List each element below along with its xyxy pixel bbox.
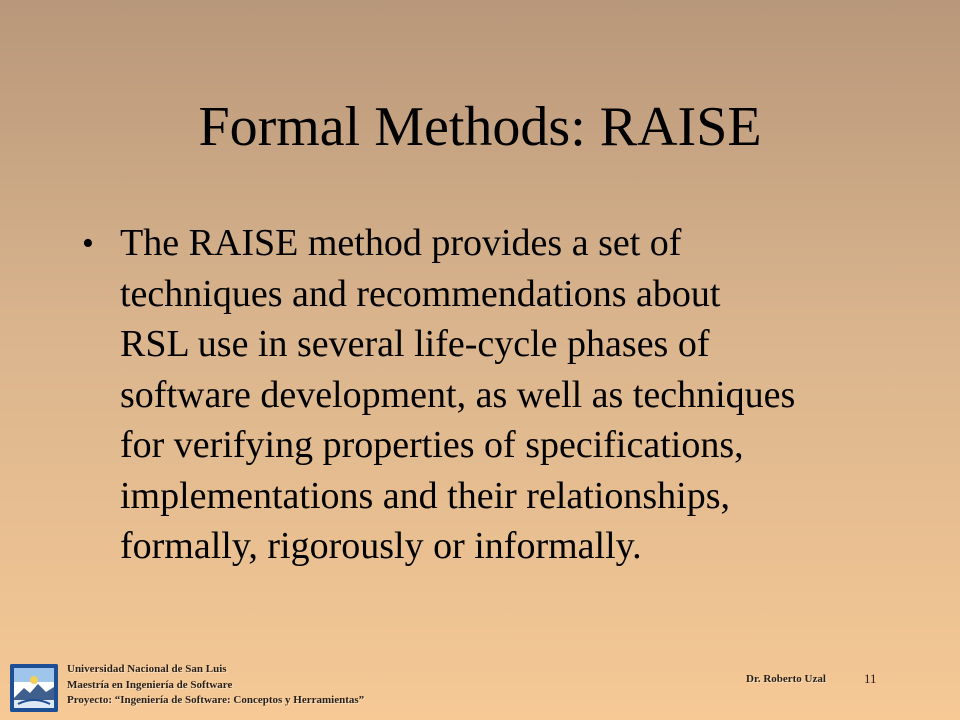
- bullet-text: The RAISE method provides a set of techniques and recommendations about RSL use in several life-cycle phases of software development, as well as techniques for verifying properties of specifications, implementations and their relationships, formally, rigorously or informally.: [120, 222, 796, 567]
- bullet-item: [82, 218, 922, 572]
- footer-project: Proyecto: “Ingeniería de Software: Conceptos y Herramientas”: [67, 694, 365, 706]
- university-logo-icon: [10, 664, 58, 712]
- footer-institution: [67, 662, 364, 709]
- slide-title: Formal Methods: RAISE: [198, 96, 762, 158]
- footer-author: Dr. Roberto Uzal: [746, 673, 826, 685]
- footer-university: Universidad Nacional de San Luis: [67, 663, 227, 675]
- bullet-marker: •: [82, 225, 94, 262]
- footer-program: Maestría en Ingeniería de Software: [67, 678, 233, 691]
- page-number: 11: [864, 671, 877, 686]
